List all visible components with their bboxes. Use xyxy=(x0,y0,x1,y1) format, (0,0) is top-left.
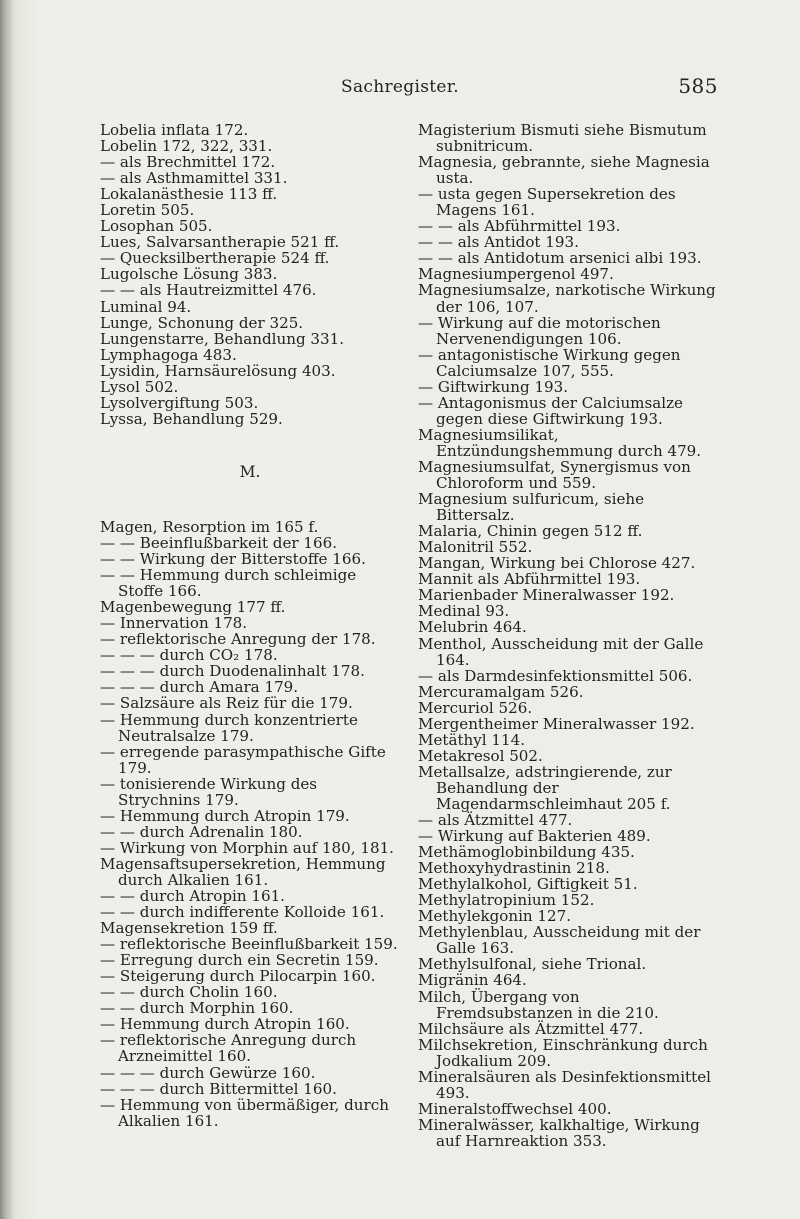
index-entry: Lobelia inflata 172. xyxy=(100,121,249,139)
index-entry: Mineralstoffwechsel 400. xyxy=(418,1099,612,1118)
index-entry: — Innervation 178. xyxy=(100,614,248,633)
index-column-left xyxy=(100,122,400,1129)
index-entry: Magenbewegung 177 ff. xyxy=(100,598,286,617)
index-entry: — Hemmung von übermäßiger, durch Alkalien 161. xyxy=(100,1095,389,1130)
index-entry: — — — durch Duodenalinhalt 178. xyxy=(100,662,365,681)
index-entry: Lobelin 172, 322, 331. xyxy=(100,137,273,156)
index-column-right xyxy=(418,122,718,1149)
index-entry: Milchsäure als Ätzmittel 477. xyxy=(418,1019,644,1038)
index-entry: Lungenstarre, Behandlung 331. xyxy=(100,329,345,348)
index-entry: Mineralwässer, kalkhaltige, Wirkung auf Harnreaktion 353. xyxy=(418,1115,700,1150)
index-entry: Medinal 93. xyxy=(418,602,510,621)
index-entry: Methylalkohol, Giftigkeit 51. xyxy=(418,875,638,894)
index-entry: Methylekgonin 127. xyxy=(418,907,572,926)
index-entry: — reflektorische Beeinflußbarkeit 159. xyxy=(100,935,398,954)
index-entry: — Steigerung durch Pilocarpin 160. xyxy=(100,967,376,986)
page-number: 585 xyxy=(678,74,718,98)
index-entry: — Hemmung durch konzentrierte Neutralsalze 179. xyxy=(100,710,358,745)
index-entry: — reflektorische Anregung durch Arzneimittel 160. xyxy=(100,1031,357,1066)
index-entry: — Salzsäure als Reiz für die 179. xyxy=(100,694,353,713)
index-entry: Losophan 505. xyxy=(100,217,213,236)
index-entry: Mergentheimer Mineralwasser 192. xyxy=(418,714,695,733)
index-entry: Milchsekretion, Einschränkung durch Jodkalium 209. xyxy=(418,1035,708,1070)
index-entries-m-continued xyxy=(418,122,718,1149)
index-entry: Mercuriol 526. xyxy=(418,698,533,717)
index-entry: — Hemmung durch Atropin 179. xyxy=(100,806,350,825)
index-entry: Magensaftsupersekretion, Hemmung durch Alkalien 161. xyxy=(100,854,386,889)
index-entry: Lysidin, Harnsäurelösung 403. xyxy=(100,361,336,380)
index-entry: Malonitril 552. xyxy=(418,538,533,557)
index-entry: — — als Antidotum arsenici albi 193. xyxy=(418,249,702,268)
index-entry: Metäthyl 114. xyxy=(418,730,525,749)
index-entry: Magnesiumsilikat, Entzündungshemmung durch 479. xyxy=(418,425,702,460)
index-entry: — — durch indifferente Kolloide 161. xyxy=(100,903,385,922)
index-entry: Methylsulfonal, siehe Trional. xyxy=(418,955,647,974)
index-entry: — — — durch CO₂ 178. xyxy=(100,646,278,665)
book-spine-shadow xyxy=(0,0,14,1219)
index-entry: Lyssa, Behandlung 529. xyxy=(100,409,283,428)
index-entries-l-group xyxy=(100,122,400,427)
index-entry: Lues, Salvarsantherapie 521 ff. xyxy=(100,233,340,252)
index-entry: — Giftwirkung 193. xyxy=(418,377,569,396)
index-entry: Lysolvergiftung 503. xyxy=(100,393,259,412)
index-entry: — Erregung durch ein Secretin 159. xyxy=(100,951,379,970)
index-entry: — Hemmung durch Atropin 160. xyxy=(100,1015,350,1034)
index-entry: — — durch Adrenalin 180. xyxy=(100,822,303,841)
index-entry: Methylatropinium 152. xyxy=(418,891,595,910)
index-entry: — reflektorische Anregung der 178. xyxy=(100,630,376,649)
index-entry: — — Hemmung durch schleimige Stoffe 166. xyxy=(100,566,357,601)
index-entry: — — als Hautreizmittel 476. xyxy=(100,281,317,300)
index-entry: Magnesium sulfuricum, siehe Bittersalz. xyxy=(418,490,645,525)
index-entry: Menthol, Ausscheidung mit der Galle 164. xyxy=(418,634,704,669)
index-entry: Lysol 502. xyxy=(100,377,179,396)
running-header: Sachregister. xyxy=(341,77,459,97)
index-entry: Lymphagoga 483. xyxy=(100,345,237,364)
index-entry: — Wirkung auf Bakterien 489. xyxy=(418,827,651,846)
index-entry: Metallsalze, adstringierende, zur Behandlung der Magendarmschleimhaut 205 f. xyxy=(418,762,672,813)
index-entries-m-group xyxy=(100,519,400,1129)
index-entry: — — — durch Gewürze 160. xyxy=(100,1063,316,1082)
index-entry: — — durch Atropin 161. xyxy=(100,887,285,906)
index-entry: Loretin 505. xyxy=(100,201,195,220)
index-entry: Magensekretion 159 ff. xyxy=(100,919,278,938)
index-entry: Magnesiumpergenol 497. xyxy=(418,265,614,284)
index-entry: Magen, Resorption im 165 f. xyxy=(100,517,319,536)
section-letter-heading: M. xyxy=(239,462,261,481)
index-entry: — usta gegen Supersekretion des Magens 161. xyxy=(418,185,676,220)
index-entry: — antagonistische Wirkung gegen Calciumsalze 107, 555. xyxy=(418,345,681,380)
index-entry: Luminal 94. xyxy=(100,297,192,316)
index-entry: Melubrin 464. xyxy=(418,618,527,637)
index-entry: — — — durch Bittermittel 160. xyxy=(100,1079,337,1098)
index-entry: Magnesiumsalze, narkotische Wirkung der 106, 107. xyxy=(418,281,716,316)
index-entry: — erregende parasympathische Gifte 179. xyxy=(100,742,386,777)
index-entry: Milch, Übergang von Fremdsubstanzen in die 210. xyxy=(418,987,659,1022)
index-entry: Lokalanästhesie 113 ff. xyxy=(100,185,278,204)
index-entry: — — durch Cholin 160. xyxy=(100,983,278,1002)
index-entry: — tonisierende Wirkung des Strychnins 179. xyxy=(100,774,318,809)
index-entry: — als Asthmamittel 331. xyxy=(100,169,288,188)
index-entry: Migränin 464. xyxy=(418,971,527,990)
index-entry: — als Brechmittel 172. xyxy=(100,153,276,172)
index-entry: Methylenblau, Ausscheidung mit der Galle 163. xyxy=(418,923,701,958)
index-entry: Mangan, Wirkung bei Chlorose 427. xyxy=(418,554,696,573)
index-entry: — — Wirkung der Bitterstoffe 166. xyxy=(100,550,366,569)
index-entry: — als Ätzmittel 477. xyxy=(418,811,573,830)
index-entry: — Quecksilbertherapie 524 ff. xyxy=(100,249,330,268)
index-entry: Malaria, Chinin gegen 512 ff. xyxy=(418,522,643,541)
index-entry: Methämoglobinbildung 435. xyxy=(418,843,635,862)
index-entry: Mercuramalgam 526. xyxy=(418,682,584,701)
index-entry: Lunge, Schonung der 325. xyxy=(100,313,304,332)
index-entry: Magnesia, gebrannte, siehe Magnesia usta. xyxy=(418,153,710,188)
index-entry: — Antagonismus der Calciumsalze gegen diese Giftwirkung 193. xyxy=(418,393,683,428)
index-entry: Methoxyhydrastinin 218. xyxy=(418,859,610,878)
index-entry: Magnesiumsulfat, Synergismus von Chloroform und 559. xyxy=(418,457,691,493)
index-entry: — — durch Morphin 160. xyxy=(100,999,294,1018)
index-entry: — als Darmdesinfektionsmittel 506. xyxy=(418,666,693,685)
index-entry: — — als Antidot 193. xyxy=(418,233,579,252)
index-entry: Mannit als Abführmittel 193. xyxy=(418,570,641,589)
index-entry: Lugolsche Lösung 383. xyxy=(100,265,278,284)
index-entry: — Wirkung auf die motorischen Nervenendigungen 106. xyxy=(418,313,661,348)
index-entry: — — — durch Amara 179. xyxy=(100,678,299,697)
index-entry: Magisterium Bismuti siehe Bismutum subnitricum. xyxy=(418,121,707,156)
index-entry: Mineralsäuren als Desinfektionsmittel 493. xyxy=(418,1067,711,1102)
index-entry: — — als Abführmittel 193. xyxy=(418,217,621,236)
index-entry: — — Beeinflußbarkeit der 166. xyxy=(100,533,338,552)
index-entry: Metakresol 502. xyxy=(418,746,543,765)
index-entry: Marienbader Mineralwasser 192. xyxy=(418,586,675,605)
index-entry: — Wirkung von Morphin auf 180, 181. xyxy=(100,838,394,857)
